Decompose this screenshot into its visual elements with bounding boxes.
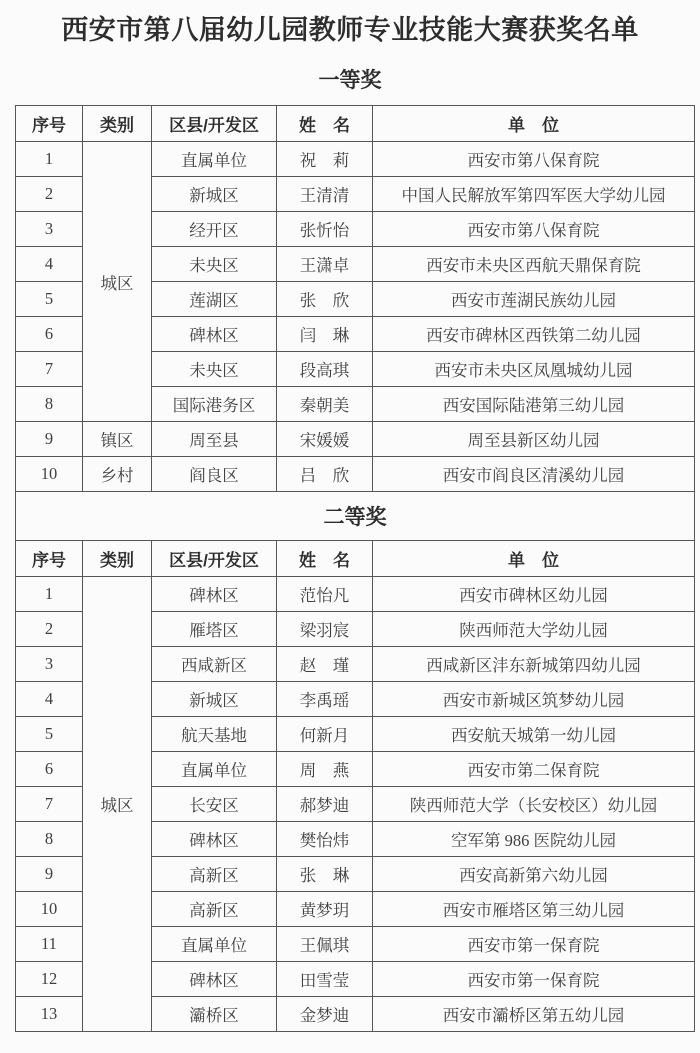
cell-no: 11	[16, 927, 83, 962]
cell-no: 1	[16, 142, 83, 177]
cell-district: 雁塔区	[152, 612, 277, 647]
cell-name: 吕 欣	[277, 457, 373, 492]
cell-district: 高新区	[152, 857, 277, 892]
cell-district: 周至县	[152, 422, 277, 457]
col-header-unit: 单 位	[373, 106, 695, 142]
table-row	[16, 142, 695, 177]
cell-district: 碑林区	[152, 962, 277, 997]
cell-name: 范怡凡	[277, 577, 373, 612]
table-row	[16, 457, 695, 492]
cell-name: 王清清	[277, 177, 373, 212]
cell-name: 王佩琪	[277, 927, 373, 962]
awards-table	[15, 105, 695, 1032]
col-header-name: 姓 名	[277, 106, 373, 142]
cell-unit: 西安航天城第一幼儿园	[373, 717, 695, 752]
cell-unit: 西安市第八保育院	[373, 142, 695, 177]
cell-no: 7	[16, 787, 83, 822]
cell-district: 灞桥区	[152, 997, 277, 1032]
cell-category: 镇区	[83, 422, 152, 457]
cell-name: 金梦迪	[277, 997, 373, 1032]
cell-district: 直属单位	[152, 142, 277, 177]
cell-no: 3	[16, 212, 83, 247]
cell-unit: 西安市灞桥区第五幼儿园	[373, 997, 695, 1032]
document-page	[0, 8, 700, 1053]
cell-name: 田雪莹	[277, 962, 373, 997]
cell-unit: 西安市第八保育院	[373, 212, 695, 247]
cell-name: 黄梦玥	[277, 892, 373, 927]
cell-district: 西咸新区	[152, 647, 277, 682]
cell-district: 经开区	[152, 212, 277, 247]
cell-district: 新城区	[152, 177, 277, 212]
cell-unit: 西安市第一保育院	[373, 927, 695, 962]
col-header-category: 类别	[83, 106, 152, 142]
cell-name: 梁羽宸	[277, 612, 373, 647]
cell-district: 新城区	[152, 682, 277, 717]
page-title: 西安市第八届幼儿园教师专业技能大赛获奖名单	[61, 15, 639, 45]
cell-name: 张 琳	[277, 857, 373, 892]
cell-no: 9	[16, 422, 83, 457]
cell-no: 2	[16, 612, 83, 647]
cell-unit: 西安市碑林区西铁第二幼儿园	[373, 317, 695, 352]
cell-unit: 西安高新第六幼儿园	[373, 857, 695, 892]
cell-district: 高新区	[152, 892, 277, 927]
col-header-unit: 单 位	[373, 541, 695, 577]
cell-no: 2	[16, 177, 83, 212]
cell-category: 城区	[83, 577, 152, 1032]
cell-name: 秦朝美	[277, 387, 373, 422]
cell-name: 张忻怡	[277, 212, 373, 247]
cell-district: 长安区	[152, 787, 277, 822]
cell-no: 3	[16, 647, 83, 682]
cell-no: 5	[16, 717, 83, 752]
cell-unit: 西安市碑林区幼儿园	[373, 577, 695, 612]
col-header-district: 区县/开发区	[152, 541, 277, 577]
cell-district: 直属单位	[152, 927, 277, 962]
section-band-row	[16, 492, 695, 541]
cell-district: 未央区	[152, 352, 277, 387]
cell-district: 莲湖区	[152, 282, 277, 317]
cell-no: 4	[16, 682, 83, 717]
cell-unit: 陕西师范大学幼儿园	[373, 612, 695, 647]
section-heading-second-prize: 二等奖	[16, 492, 695, 541]
table-header-row	[16, 541, 695, 577]
table-row	[16, 422, 695, 457]
cell-unit: 中国人民解放军第四军医大学幼儿园	[373, 177, 695, 212]
cell-category: 城区	[83, 142, 152, 422]
cell-no: 5	[16, 282, 83, 317]
cell-district: 航天基地	[152, 717, 277, 752]
cell-district: 直属单位	[152, 752, 277, 787]
cell-unit: 西安市第二保育院	[373, 752, 695, 787]
cell-district: 碑林区	[152, 822, 277, 857]
section-heading-first-prize: 一等奖	[318, 69, 382, 92]
cell-unit: 西安市雁塔区第三幼儿园	[373, 892, 695, 927]
col-header-no: 序号	[16, 106, 83, 142]
cell-name: 郝梦迪	[277, 787, 373, 822]
cell-unit: 西咸新区沣东新城第四幼儿园	[373, 647, 695, 682]
cell-unit: 陕西师范大学（长安校区）幼儿园	[373, 787, 695, 822]
cell-no: 10	[16, 457, 83, 492]
cell-unit: 西安市第一保育院	[373, 962, 695, 997]
cell-no: 7	[16, 352, 83, 387]
col-header-district: 区县/开发区	[152, 106, 277, 142]
table-row	[16, 577, 695, 612]
table-header-row	[16, 106, 695, 142]
cell-no: 1	[16, 577, 83, 612]
cell-no: 12	[16, 962, 83, 997]
cell-unit: 西安国际陆港第三幼儿园	[373, 387, 695, 422]
cell-unit: 西安市未央区凤凰城幼儿园	[373, 352, 695, 387]
cell-name: 何新月	[277, 717, 373, 752]
cell-no: 9	[16, 857, 83, 892]
cell-unit: 西安市莲湖民族幼儿园	[373, 282, 695, 317]
cell-name: 段高琪	[277, 352, 373, 387]
col-header-no: 序号	[16, 541, 83, 577]
cell-name: 祝 莉	[277, 142, 373, 177]
cell-name: 赵 瑾	[277, 647, 373, 682]
cell-category: 乡村	[83, 457, 152, 492]
cell-name: 闫 琳	[277, 317, 373, 352]
cell-unit: 西安市未央区西航天鼎保育院	[373, 247, 695, 282]
cell-name: 宋媛媛	[277, 422, 373, 457]
cell-unit: 西安市阎良区清溪幼儿园	[373, 457, 695, 492]
cell-unit: 空军第 986 医院幼儿园	[373, 822, 695, 857]
cell-no: 6	[16, 317, 83, 352]
cell-district: 碑林区	[152, 317, 277, 352]
cell-no: 13	[16, 997, 83, 1032]
cell-name: 樊怡炜	[277, 822, 373, 857]
cell-name: 王潇卓	[277, 247, 373, 282]
cell-district: 碑林区	[152, 577, 277, 612]
col-header-name: 姓 名	[277, 541, 373, 577]
cell-no: 6	[16, 752, 83, 787]
cell-no: 10	[16, 892, 83, 927]
col-header-category: 类别	[83, 541, 152, 577]
cell-district: 国际港务区	[152, 387, 277, 422]
cell-name: 李禹瑶	[277, 682, 373, 717]
cell-no: 8	[16, 387, 83, 422]
cell-district: 未央区	[152, 247, 277, 282]
cell-no: 4	[16, 247, 83, 282]
cell-no: 8	[16, 822, 83, 857]
cell-unit: 西安市新城区筑梦幼儿园	[373, 682, 695, 717]
cell-unit: 周至县新区幼儿园	[373, 422, 695, 457]
cell-district: 阎良区	[152, 457, 277, 492]
cell-name: 周 燕	[277, 752, 373, 787]
cell-name: 张 欣	[277, 282, 373, 317]
